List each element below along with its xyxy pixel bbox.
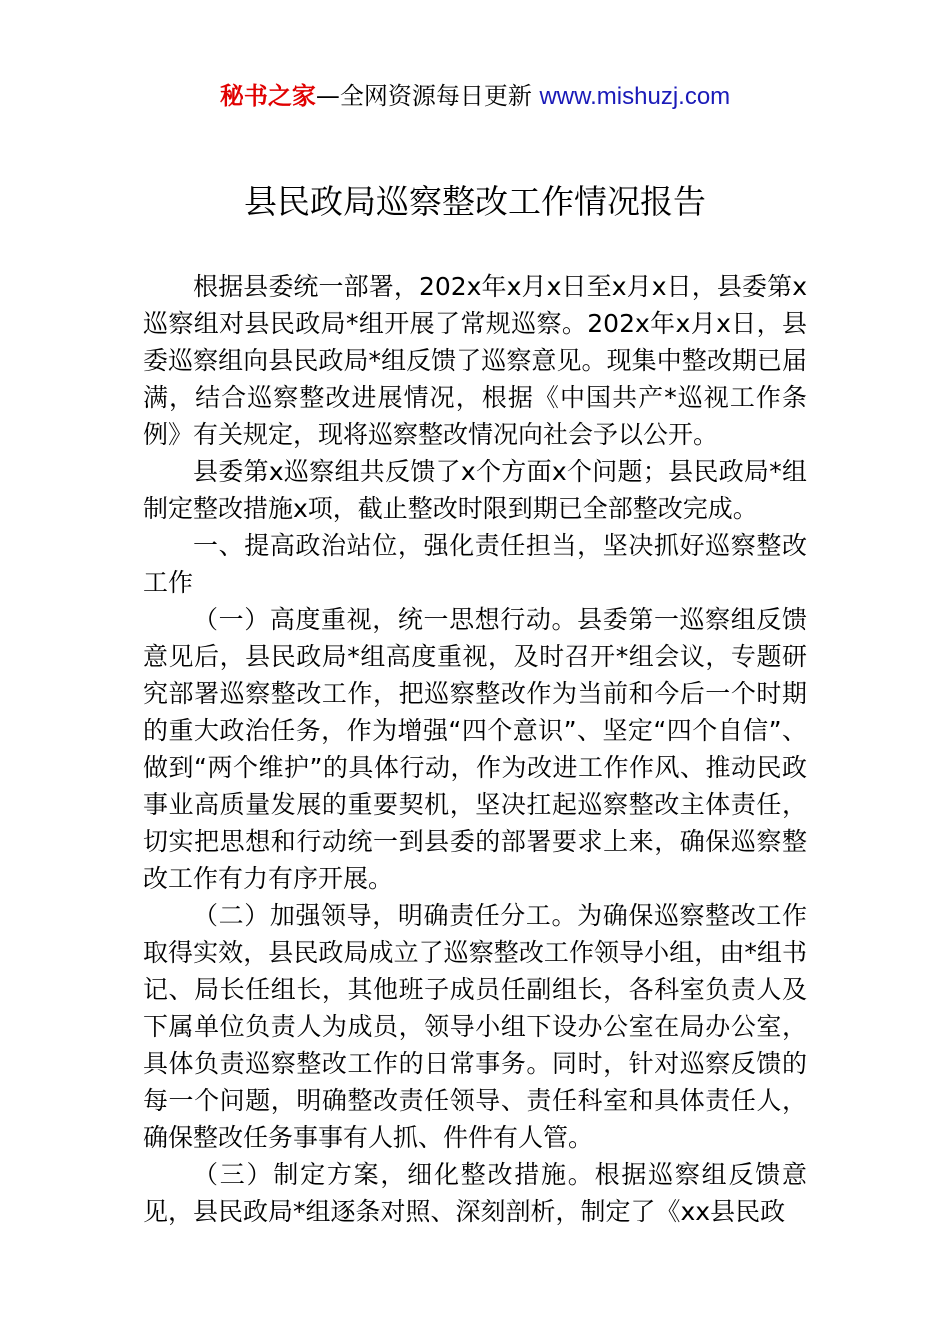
- site-url-link[interactable]: www.mishuzj.com: [539, 83, 731, 110]
- paragraph-sub-2: （二）加强领导，明确责任分工。为确保巡察整改工作取得实效，县民政局成立了巡察整改工作领导小组，由*组书记、局长任组长，其他班子成员任副组长，各科室负责人及下属单位负责人为成员，领导小组下设办公室在局办公室，具体负责巡察整改工作的日常事务。同时，针对巡察反馈的每一个问题，明确整改责任领导、责任科室和具体责任人，确保整改任务事事有人抓、件件有人管。: [143, 901, 807, 1152]
- document-title: 县民政局巡察整改工作情况报告: [244, 182, 706, 221]
- paragraph-sub-1: （一）高度重视，统一思想行动。县委第一巡察组反馈意见后，县民政局*组高度重视，及时召开*组会议，专题研究部署巡察整改工作，把巡察整改作为当前和今后一个时期的重大政治任务，作为增强“四个意识”、坚定“四个自信”、做到“两个维护”的具体行动，作为改进工作作风、推动民政事业高质量发展的重要契机，坚决扛起巡察整改主体责任，切实把思想和行动统一到县委的部署要求上来，确保巡察整改工作有力有序开展。: [143, 605, 807, 893]
- document-body: [143, 268, 807, 1230]
- paragraph-intro: 根据县委统一部署，202x年x月x日至x月x日，县委第x巡察组对县民政局*组开展了常规巡察。202x年x月x日，县委巡察组向县民政局*组反馈了巡察意见。现集中整改期已届满，结合巡察整改进展情况，根据《中国共产*巡视工作条例》有关规定，现将巡察整改情况向社会予以公开。: [143, 272, 807, 449]
- site-tagline: —全网资源每日更新: [315, 82, 540, 110]
- site-header: [0, 80, 950, 113]
- section-heading-1: 一、提高政治站位，强化责任担当，坚决抓好巡察整改工作: [143, 531, 807, 597]
- paragraph-sub-3: （三）制定方案，细化整改措施。根据巡察组反馈意见，县民政局*组逐条对照、深刻剖析，制定了《xx县民政: [143, 1160, 807, 1226]
- paragraph-summary: 县委第x巡察组共反馈了x个方面x个问题；县民政局*组制定整改措施x项，截止整改时限到期已全部整改完成。: [143, 457, 807, 523]
- site-brand: 秘书之家: [219, 82, 316, 110]
